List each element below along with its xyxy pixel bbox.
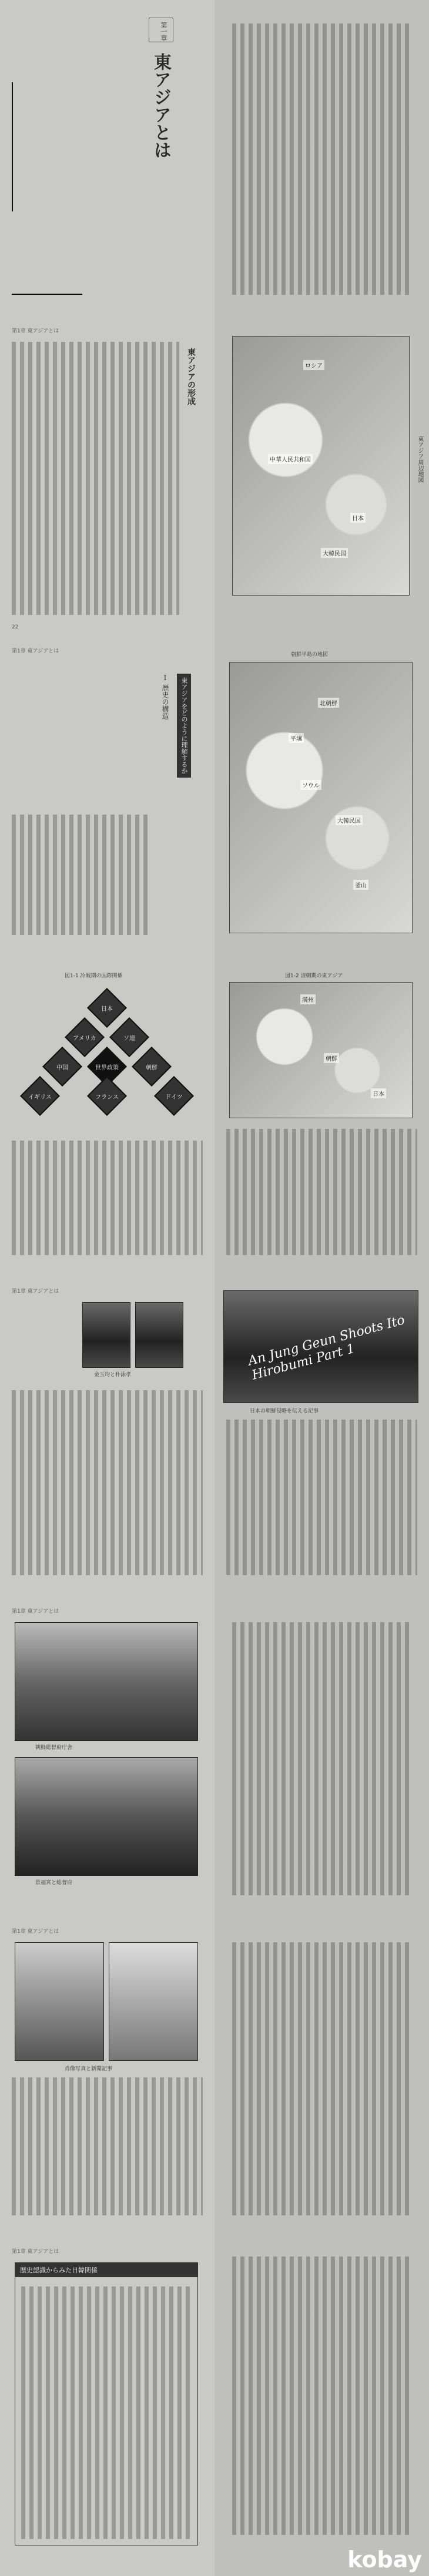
page-right-6 <box>214 1599 429 1919</box>
map-label: ソウル <box>300 780 321 790</box>
palace-photo <box>15 1757 198 1876</box>
diagram-node: ドイツ <box>154 1076 194 1116</box>
spread-5 <box>0 1279 429 1599</box>
divider-line <box>12 82 13 211</box>
page-left-7 <box>0 1919 214 2239</box>
page-left-2 <box>0 318 214 638</box>
photo-caption: 朝鮮総督府庁舎 <box>35 1745 73 1751</box>
page-right-2 <box>214 318 429 638</box>
map-label: 北朝鮮 <box>318 698 339 708</box>
page-header: 第1章 東アジアとは <box>12 328 59 334</box>
body-text <box>232 23 411 295</box>
photo-caption: 日本の朝鮮侵略を伝える記事 <box>250 1408 319 1414</box>
page-right-3 <box>214 638 429 959</box>
chapter-title: 東アジアとは <box>150 53 171 159</box>
body-text <box>12 1390 203 1575</box>
spread-4 <box>0 959 429 1279</box>
spread-1 <box>0 0 429 318</box>
spread-7 <box>0 1919 429 2239</box>
spread-8 <box>0 2239 429 2576</box>
body-text <box>226 1129 417 1255</box>
diagram-node: 日本 <box>87 988 127 1028</box>
page-header: 第1章 東アジアとは <box>12 648 59 654</box>
page-right-5 <box>214 1279 429 1599</box>
box-title: 歴史認識からみた日韓関係 <box>15 2263 197 2277</box>
photo-caption: 金玉均と朴泳孝 <box>94 1372 132 1378</box>
map-label: 大韓民国 <box>321 548 348 558</box>
section-title: Ⅰ 歴史の構造 <box>161 674 169 719</box>
portrait-photo <box>15 1942 104 2061</box>
photo-caption: 景福宮と総督府 <box>35 1880 73 1886</box>
map-label: 釜山 <box>353 880 368 890</box>
watermark-logo: kobay <box>347 2547 422 2572</box>
chapter-box <box>149 18 173 42</box>
body-text <box>232 1942 411 2215</box>
map-title: 図1-2 清朝期の東アジア <box>285 973 343 979</box>
boxed-article <box>15 2262 198 2545</box>
diagram-node: フランス <box>87 1076 127 1116</box>
map-label: 日本 <box>350 513 366 523</box>
body-text <box>232 1622 411 1895</box>
page-header: 第1章 東アジアとは <box>12 2249 59 2255</box>
korea-map <box>229 662 413 933</box>
map-label: ロシア <box>303 360 324 370</box>
photo-caption: 肖像写真と新聞記事 <box>65 2066 113 2072</box>
diagram-node: 中国 <box>42 1047 82 1087</box>
page-number: 22 <box>12 624 19 630</box>
spread-6 <box>0 1599 429 1919</box>
body-text <box>21 2286 192 2539</box>
spread-3 <box>0 638 429 959</box>
section-title: 東アジアの形成 <box>186 348 196 405</box>
map-label: 満州 <box>300 994 316 1004</box>
page-left-6 <box>0 1599 214 1919</box>
body-text <box>12 342 179 615</box>
crowd-photo <box>223 1290 418 1403</box>
boxed-title: 東アジアをどのように理解するか <box>177 674 191 778</box>
body-text <box>12 1141 203 1255</box>
page-left-5 <box>0 1279 214 1599</box>
page-right-8 <box>214 2239 429 2576</box>
map-label: 平壌 <box>289 733 304 743</box>
page-left-8 <box>0 2239 214 2576</box>
map-label: 中華人民共和国 <box>268 454 313 464</box>
portrait-photo <box>135 1302 183 1368</box>
spread-2 <box>0 318 429 638</box>
page-right-4 <box>214 959 429 1279</box>
handwritten-title: An Jung Geun Shoots Ito Hirobumi Part 1 <box>246 1313 407 1383</box>
diagram-title: 図1-1 冷戦期の国際関係 <box>65 973 123 979</box>
relations-diagram <box>18 988 194 1129</box>
map-title: 東アジア周辺地図 <box>417 436 423 483</box>
page-left-1 <box>0 0 214 318</box>
building-photo <box>15 1622 198 1741</box>
body-text <box>12 815 150 935</box>
diagram-node: アメリカ <box>65 1017 105 1057</box>
page-header: 第1章 東アジアとは <box>12 1929 59 1935</box>
body-text <box>12 2077 203 2215</box>
diagram-node: イギリス <box>20 1076 60 1116</box>
qing-map <box>229 982 413 1118</box>
page-right-7 <box>214 1919 429 2239</box>
map-label: 大韓民国 <box>336 815 363 825</box>
newspaper-clipping <box>109 1942 198 2061</box>
map-title: 朝鮮半島の地図 <box>291 652 329 658</box>
body-text <box>226 1420 417 1575</box>
chapter-label: 第一章 <box>160 22 167 41</box>
diagram-center: 世界政策 <box>87 1047 127 1087</box>
divider-line <box>12 294 82 295</box>
diagram-node: ソ連 <box>109 1017 149 1057</box>
portrait-photo <box>82 1302 130 1368</box>
page-right-1 <box>214 0 429 318</box>
page-header: 第1章 東アジアとは <box>12 1289 59 1294</box>
map-label: 日本 <box>371 1088 386 1098</box>
diagram-node: 朝鮮 <box>132 1047 172 1087</box>
page-header: 第1章 東アジアとは <box>12 1609 59 1615</box>
page-left-4 <box>0 959 214 1279</box>
page-left-3 <box>0 638 214 959</box>
body-text <box>232 2256 411 2535</box>
map-label: 朝鮮 <box>324 1053 339 1063</box>
east-asia-map <box>232 336 410 596</box>
